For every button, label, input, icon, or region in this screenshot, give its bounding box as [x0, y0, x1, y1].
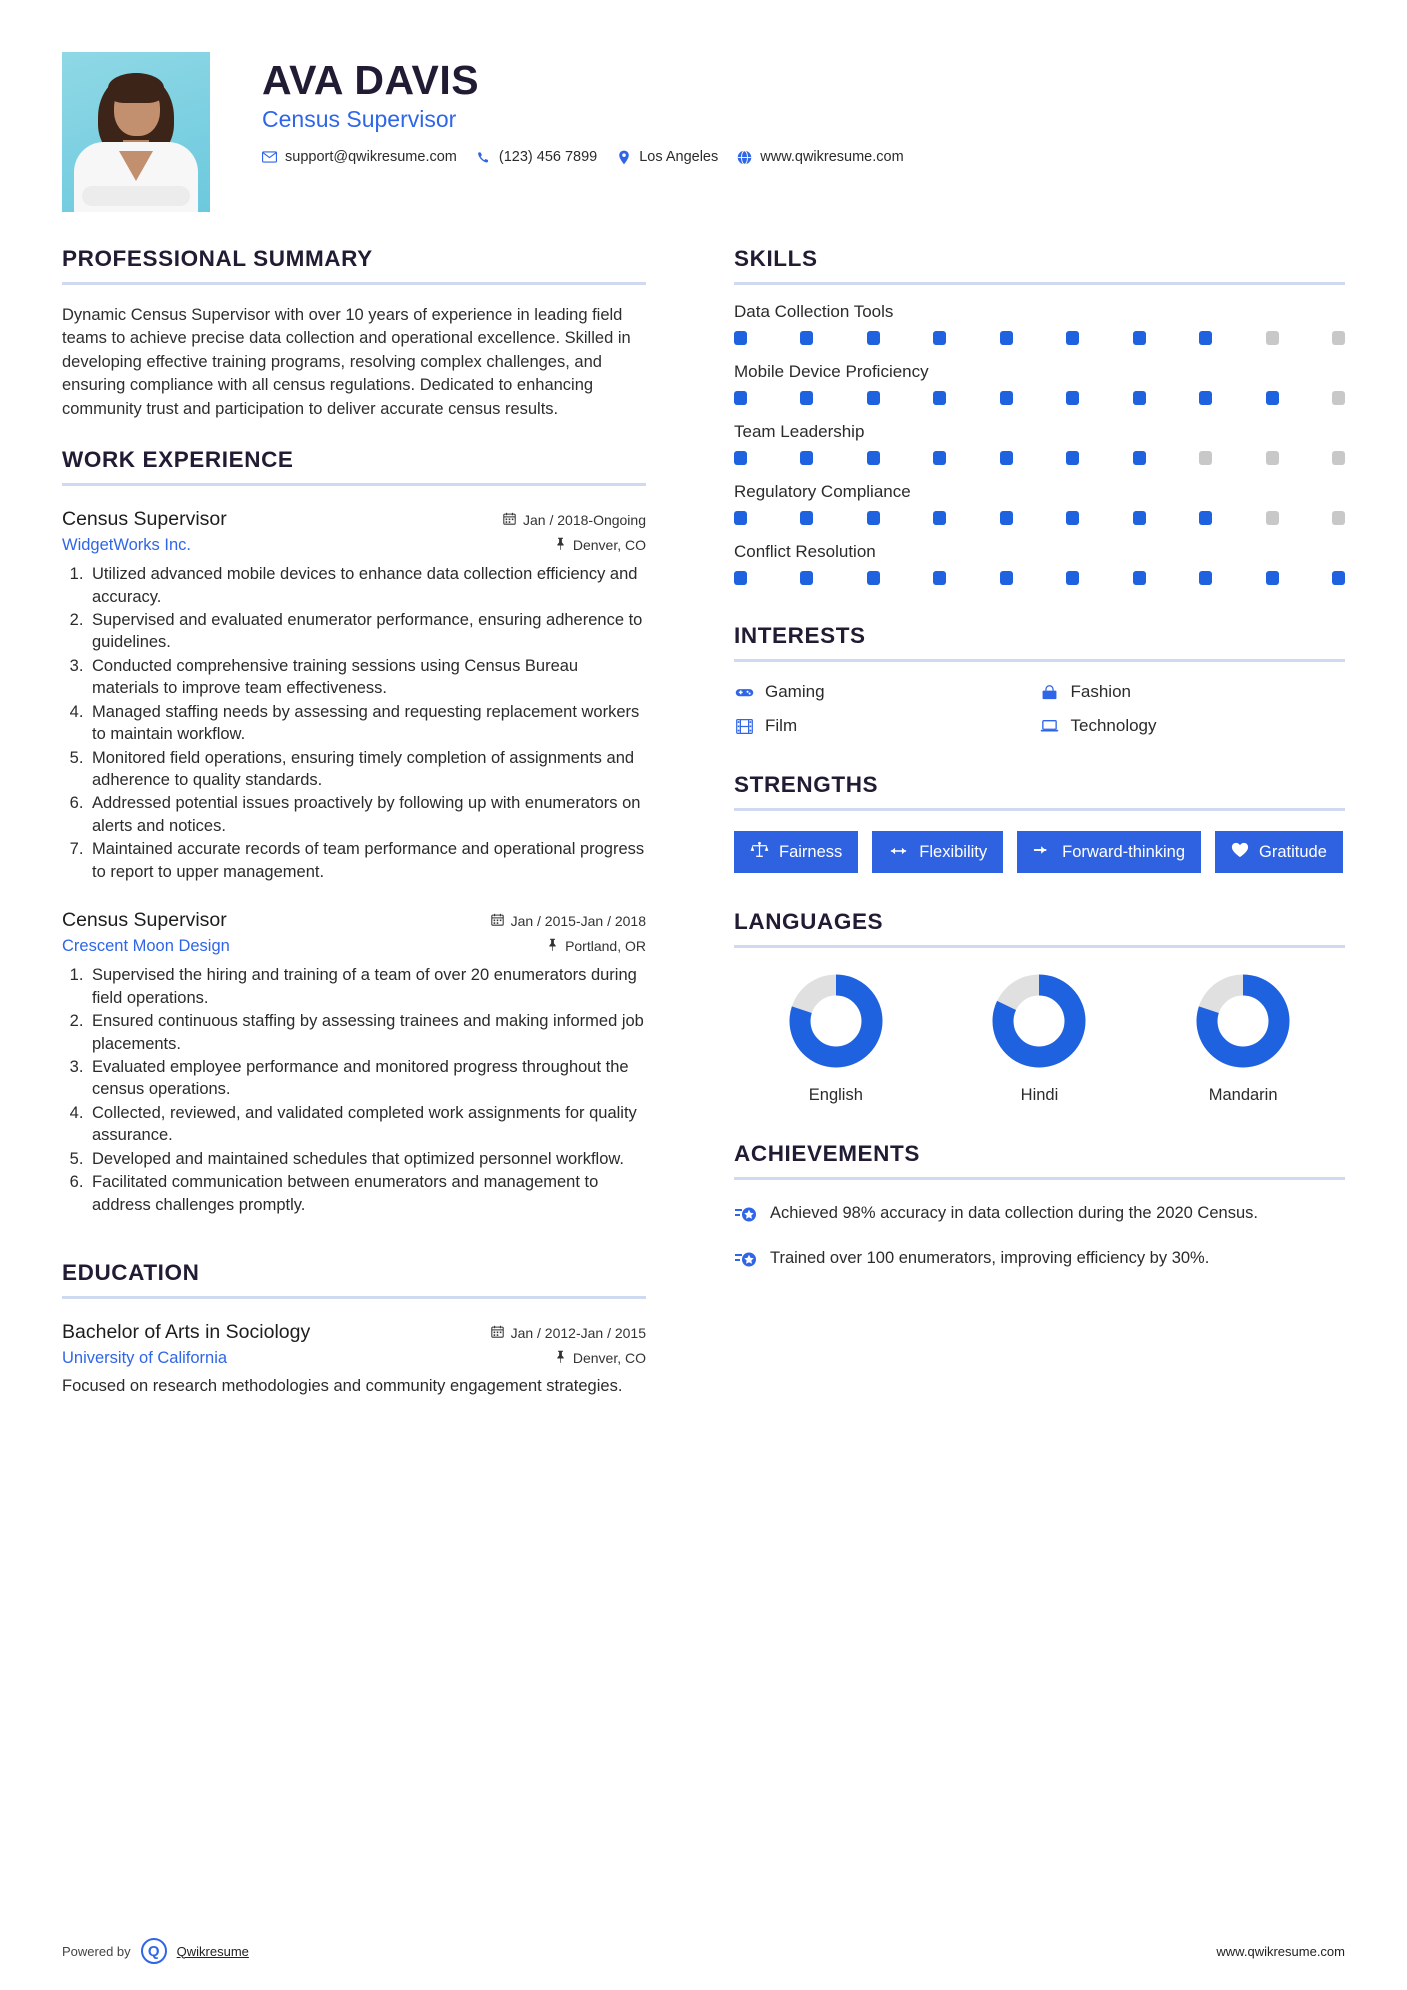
work-bullet: 5. Monitored field operations, ensuring timely completion of assignments and adherence to quality standards.	[88, 747, 646, 792]
work-location-value: Denver, CO	[572, 537, 646, 554]
page-footer	[62, 1938, 1345, 1964]
work-bullets	[62, 964, 646, 1216]
pin-icon	[547, 938, 558, 954]
page-title: AVA DAVIS	[262, 57, 480, 103]
skill-dot	[1133, 391, 1146, 405]
skill-dot	[933, 511, 946, 525]
skill-label: Data Collection Tools	[734, 302, 894, 321]
strengths-list	[734, 831, 1345, 873]
scales-icon	[750, 841, 769, 863]
pin-icon	[555, 537, 566, 553]
strengths-heading: STRENGTHS	[734, 772, 879, 797]
skill-item	[734, 422, 1345, 465]
work-bullet: 2. Ensured continuous staffing by assessing trainees and making informed job placements.	[88, 1010, 646, 1055]
achievements-heading: ACHIEVEMENTS	[734, 1141, 920, 1166]
work-bullet: 4. Managed staffing needs by assessing and requesting replacement workers to maintain workflow.	[88, 701, 646, 746]
work-location-value: Portland, OR	[565, 938, 646, 955]
work-heading: WORK EXPERIENCE	[62, 447, 294, 473]
strength-label: Forward-thinking	[1062, 842, 1186, 861]
globe-icon	[737, 150, 752, 165]
work-bullet: 1. Supervised the hiring and training of a team of over 20 enumerators during field operations.	[88, 964, 646, 1009]
strength-label: Fairness	[779, 842, 843, 861]
interest-label: Technology	[1070, 716, 1157, 735]
skill-dot	[800, 331, 813, 345]
powered-by-label: Powered by	[62, 1943, 131, 1959]
contact-location-value: Los Angeles	[639, 149, 719, 166]
language-donut	[1196, 974, 1290, 1073]
work-entry	[62, 909, 646, 1216]
envelope-icon	[262, 151, 277, 163]
achievement-text: Achieved 98% accuracy in data collection during the 2020 Census.	[770, 1204, 1258, 1222]
resume-columns	[62, 246, 1345, 1398]
education-note: Focused on research methodologies and community engagement strategies.	[62, 1377, 623, 1396]
skill-dot	[1266, 451, 1279, 465]
skill-dot	[800, 511, 813, 525]
footer-website[interactable]: www.qwikresume.com	[1216, 1943, 1345, 1959]
interest-label: Film	[765, 716, 798, 735]
skill-dot	[1199, 571, 1212, 585]
skill-dot	[800, 571, 813, 585]
strength-chip	[1215, 831, 1343, 873]
contact-email[interactable]	[262, 149, 457, 165]
skill-dot	[1133, 571, 1146, 585]
arrows-horizontal-icon	[888, 843, 909, 862]
strength-chip	[872, 831, 1003, 873]
skill-dot	[1066, 511, 1079, 525]
section-divider	[734, 808, 1345, 811]
header-text-block	[210, 52, 1345, 165]
skill-dot	[933, 331, 946, 345]
achievement-item	[734, 1202, 1345, 1230]
language-label: Hindi	[1020, 1086, 1059, 1104]
skill-dot	[1000, 391, 1013, 405]
work-bullet: 2. Supervised and evaluated enumerator performance, ensuring adherence to guidelines.	[88, 609, 646, 654]
skill-label: Mobile Device Proficiency	[734, 362, 929, 381]
section-work-experience	[62, 447, 646, 1216]
section-divider	[62, 483, 646, 486]
right-column	[662, 246, 1345, 1398]
skill-dot	[1332, 571, 1345, 585]
language-item	[789, 974, 883, 1105]
film-strip-icon	[734, 719, 754, 734]
skill-label: Team Leadership	[734, 422, 865, 441]
work-role: Census Supervisor	[62, 909, 227, 932]
left-column	[62, 246, 662, 1398]
skill-item	[734, 482, 1345, 525]
work-dates	[491, 913, 646, 929]
resume-header	[62, 52, 1345, 212]
star-badge-icon	[734, 1202, 758, 1230]
skill-item	[734, 362, 1345, 405]
contact-email-value: support@qwikresume.com	[285, 149, 457, 166]
languages-heading: LANGUAGES	[734, 909, 884, 934]
contact-website[interactable]	[737, 149, 903, 165]
work-location	[547, 938, 646, 954]
qwikresume-brand-link[interactable]: Qwikresume	[176, 1943, 249, 1959]
work-organization: WidgetWorks Inc.	[62, 536, 191, 555]
education-dates-value: Jan / 2012-Jan / 2015	[510, 1325, 646, 1342]
work-bullet: 6. Addressed potential issues proactively by following up with enumerators on alerts and notices.	[88, 792, 646, 837]
work-bullet: 5. Developed and maintained schedules that optimized personnel workflow.	[88, 1148, 646, 1170]
education-degree: Bachelor of Arts in Sociology	[62, 1321, 311, 1344]
skill-dot	[867, 571, 880, 585]
skill-dot	[1133, 331, 1146, 345]
skill-dot	[933, 451, 946, 465]
calendar-icon	[503, 512, 516, 528]
work-dates-value: Jan / 2018-Ongoing	[523, 512, 646, 529]
skill-rating	[734, 391, 1345, 405]
skill-rating	[734, 571, 1345, 585]
language-donut	[992, 974, 1086, 1073]
contact-phone-value: (123) 456 7899	[498, 149, 598, 166]
section-divider	[62, 1296, 646, 1299]
interest-label: Fashion	[1070, 682, 1131, 701]
handbag-icon	[1040, 685, 1060, 700]
skill-dot	[1266, 391, 1279, 405]
section-divider	[734, 1177, 1345, 1180]
skill-rating	[734, 331, 1345, 345]
skill-dot	[734, 451, 747, 465]
section-strengths	[734, 772, 1345, 873]
skill-dot	[1332, 391, 1345, 405]
language-label: Mandarin	[1208, 1086, 1278, 1104]
skill-rating	[734, 451, 1345, 465]
skill-dot	[1266, 571, 1279, 585]
section-professional-summary	[62, 246, 646, 421]
skill-dot	[1133, 451, 1146, 465]
education-location	[555, 1350, 646, 1366]
arrow-right-icon	[1033, 843, 1052, 862]
skill-dot	[867, 451, 880, 465]
skill-dot	[1066, 331, 1079, 345]
skill-dot	[800, 451, 813, 465]
contact-row	[262, 149, 1345, 165]
star-badge-icon	[734, 1247, 758, 1275]
skill-dot	[734, 571, 747, 585]
phone-icon	[476, 151, 491, 164]
skill-label: Regulatory Compliance	[734, 482, 911, 501]
skill-dot	[1266, 331, 1279, 345]
language-label: English	[808, 1086, 863, 1104]
education-heading: EDUCATION	[62, 1260, 200, 1286]
interest-item	[1040, 682, 1346, 702]
gamepad-icon	[734, 686, 754, 699]
skill-dot	[1332, 451, 1345, 465]
skill-dot	[867, 391, 880, 405]
language-item	[1196, 974, 1290, 1105]
education-dates	[491, 1325, 646, 1341]
skill-dot	[1066, 571, 1079, 585]
interest-item	[1040, 716, 1346, 736]
skill-dot	[1199, 511, 1212, 525]
skill-rating	[734, 511, 1345, 525]
contact-phone[interactable]	[476, 149, 597, 165]
work-bullet: 3. Conducted comprehensive training sessions using Census Bureau materials to improve team effectiveness.	[88, 655, 646, 700]
work-entry	[62, 508, 646, 883]
contact-website-value: www.qwikresume.com	[760, 149, 904, 166]
education-institution: University of California	[62, 1349, 228, 1368]
map-pin-icon	[616, 150, 631, 165]
pin-icon	[555, 1350, 566, 1366]
work-organization: Crescent Moon Design	[62, 937, 230, 956]
skill-dot	[734, 331, 747, 345]
work-bullet: 6. Facilitated communication between enumerators and management to address challenges promptly.	[88, 1171, 646, 1216]
achievement-text: Trained over 100 enumerators, improving efficiency by 30%.	[770, 1249, 1210, 1267]
strength-chip	[1017, 831, 1201, 873]
skill-dot	[734, 391, 747, 405]
skill-dot	[1266, 511, 1279, 525]
skill-item	[734, 302, 1345, 345]
skill-dot	[1332, 331, 1345, 345]
skill-dot	[1066, 391, 1079, 405]
skill-item	[734, 542, 1345, 585]
summary-text: Dynamic Census Supervisor with over 10 years of experience in leading field teams to achieve precise data collection and operational excellence. Skilled in developing effective training programs, resolving complex challenges, and ensuring compliance with all census regulations. Dedicated to enhancing community trust and participation to deliver accurate census results.	[62, 306, 631, 418]
strength-label: Flexibility	[919, 842, 988, 861]
skill-dot	[800, 391, 813, 405]
skills-heading: SKILLS	[734, 246, 818, 271]
interests-grid	[734, 682, 1345, 736]
skill-dot	[933, 391, 946, 405]
summary-heading: PROFESSIONAL SUMMARY	[62, 246, 373, 271]
calendar-icon	[491, 1325, 504, 1341]
education-location-value: Denver, CO	[572, 1350, 646, 1367]
skill-dot	[933, 571, 946, 585]
interest-item	[734, 716, 1040, 736]
language-donut	[789, 974, 883, 1073]
strength-label: Gratitude	[1259, 842, 1327, 861]
section-divider	[734, 282, 1345, 285]
skill-label: Conflict Resolution	[734, 542, 876, 561]
achievements-list	[734, 1202, 1345, 1275]
section-divider	[734, 659, 1345, 662]
skill-dot	[1000, 331, 1013, 345]
work-bullet: 7. Maintained accurate records of team performance and operational progress to report to upper management.	[88, 838, 646, 883]
section-divider	[734, 945, 1345, 948]
laptop-icon	[1040, 719, 1060, 733]
skill-dot	[734, 511, 747, 525]
interest-item	[734, 682, 1040, 702]
section-education	[62, 1260, 646, 1398]
work-dates-value: Jan / 2015-Jan / 2018	[510, 913, 646, 930]
work-dates	[503, 512, 646, 528]
skill-dot	[1000, 511, 1013, 525]
achievement-item	[734, 1247, 1345, 1275]
heart-icon	[1231, 842, 1249, 863]
section-languages	[734, 909, 1345, 1105]
contact-location	[616, 149, 718, 165]
skill-dot	[867, 511, 880, 525]
skill-dot	[1000, 571, 1013, 585]
work-bullet: 1. Utilized advanced mobile devices to enhance data collection efficiency and accuracy.	[88, 563, 646, 608]
skill-dot	[1199, 391, 1212, 405]
skill-dot	[1000, 451, 1013, 465]
job-title: Census Supervisor	[262, 106, 457, 133]
skill-dot	[867, 331, 880, 345]
languages-list	[734, 974, 1345, 1105]
qwikresume-logo-icon: Q	[141, 1938, 167, 1964]
education-entry	[62, 1321, 646, 1398]
section-interests	[734, 623, 1345, 736]
skill-dot	[1332, 511, 1345, 525]
language-item	[992, 974, 1086, 1105]
powered-by-block	[62, 1938, 249, 1964]
skill-dot	[1066, 451, 1079, 465]
calendar-icon	[491, 913, 504, 929]
skill-dot	[1133, 511, 1146, 525]
skill-dot	[1199, 451, 1212, 465]
interest-label: Gaming	[765, 682, 825, 701]
work-bullets	[62, 563, 646, 883]
interests-heading: INTERESTS	[734, 623, 866, 648]
work-bullet: 3. Evaluated employee performance and monitored progress throughout the census operations.	[88, 1056, 646, 1101]
skill-dot	[1199, 331, 1212, 345]
strength-chip	[734, 831, 858, 873]
section-skills	[734, 246, 1345, 585]
work-bullet: 4. Collected, reviewed, and validated completed work assignments for quality assurance.	[88, 1102, 646, 1147]
section-achievements	[734, 1141, 1345, 1275]
work-location	[555, 537, 646, 553]
section-divider	[62, 282, 646, 285]
work-role: Census Supervisor	[62, 508, 227, 531]
profile-photo	[62, 52, 210, 212]
